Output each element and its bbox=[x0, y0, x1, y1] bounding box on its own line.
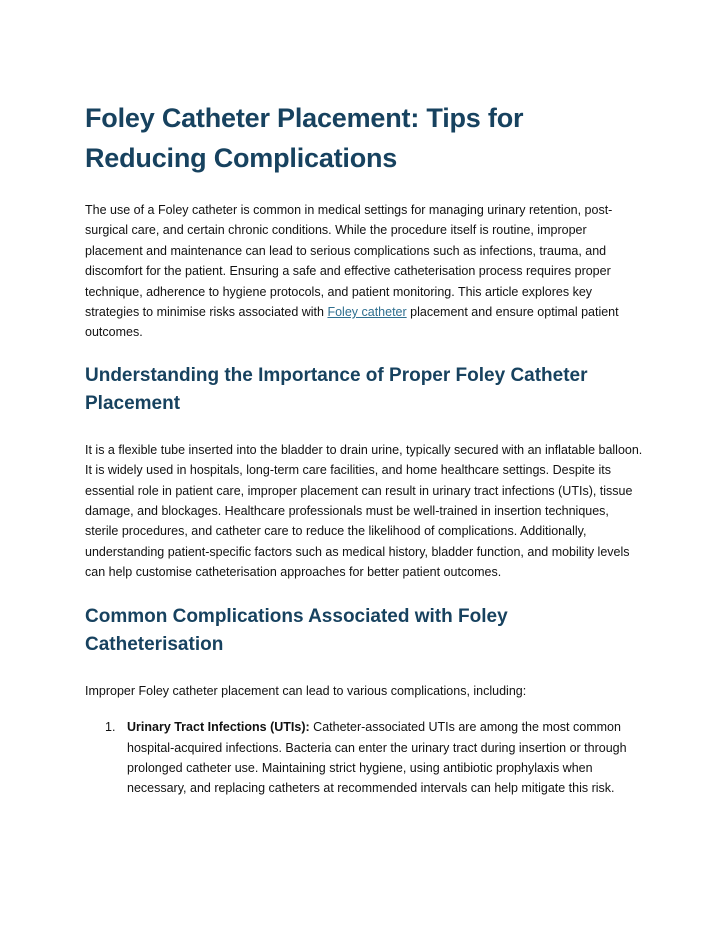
foley-catheter-link[interactable]: Foley catheter bbox=[327, 305, 407, 320]
intro-text-after-link: placement and ensure optimal patient outcomes. bbox=[85, 305, 619, 340]
list-item bbox=[85, 717, 645, 799]
section-heading-importance: Understanding the Importance of Proper Foley Catheter Placement bbox=[85, 364, 588, 414]
section-heading-complications: Common Complications Associated with Foley Catheterisation bbox=[85, 605, 508, 655]
list-item-number: 1. bbox=[105, 720, 116, 735]
complications-list bbox=[85, 717, 645, 799]
section-body-complications: Improper Foley catheter placement can lead to various complications, including: bbox=[85, 683, 527, 698]
article-title: Foley Catheter Placement: Tips for Reducing Complications bbox=[85, 103, 524, 173]
list-item-term: Urinary Tract Infections (UTIs): bbox=[127, 720, 310, 735]
list-item-text: Catheter-associated UTIs are among the most common hospital-acquired infections. Bacteria can enter the urinary tract during insertion or through prolonged catheter use. Maintaining strict hygiene, using antibiotic prophylaxis when necessary, and replacing catheters at recommended intervals can help mitigate this risk. bbox=[127, 720, 627, 796]
document-page bbox=[85, 98, 645, 799]
intro-text-before-link: The use of a Foley catheter is common in medical settings for managing urinary retention, post-surgical care, and certain chronic conditions. While the procedure itself is routine, improper placement and maintenance can lead to serious complications such as infections, trauma, and discomfort for the patient. Ensuring a safe and effective catheterisation process requires proper technique, adherence to hygiene protocols, and patient monitoring. This article explores key strategies to minimise risks associated with bbox=[85, 203, 613, 320]
section-body-importance: It is a flexible tube inserted into the bladder to drain urine, typically secured with an inflatable balloon. It is widely used in hospitals, long-term care facilities, and home healthcare settings. Despite its essential role in patient care, improper placement can result in urinary tract infections (UTIs), tissue damage, and blockages. Healthcare professionals must be well-trained in insertion techniques, sterile procedures, and catheter care to reduce the likelihood of complications. Additionally, understanding patient-specific factors such as medical history, bladder function, and mobility levels can help customise catheterisation approaches for better patient outcomes. bbox=[85, 442, 643, 580]
intro-paragraph bbox=[85, 200, 645, 343]
